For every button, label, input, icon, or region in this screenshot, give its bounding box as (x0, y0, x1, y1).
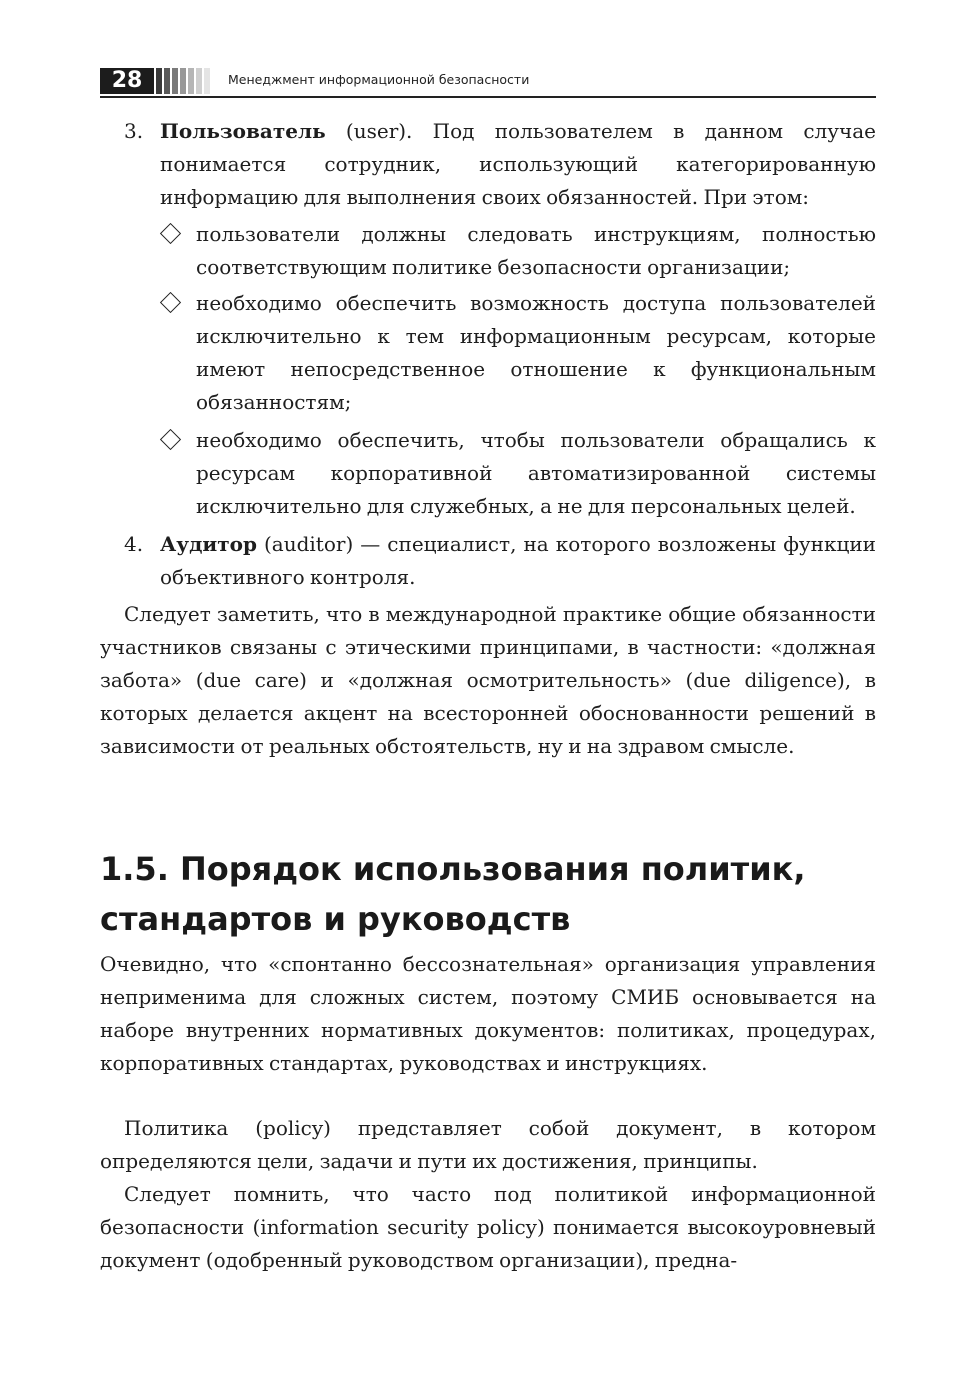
header-bar (164, 68, 170, 94)
header-bar (204, 68, 210, 94)
bullet-item: необходимо обеспечить, чтобы пользователи обращались к ресурсам корпоративной автоматизированной системы исключительно для служебных, а не для персональных целей. (196, 428, 876, 518)
header-bar (156, 68, 162, 94)
diamond-bullet-icon (160, 292, 181, 313)
header-bar (188, 68, 194, 94)
list-item-user (160, 115, 876, 214)
section-heading (100, 844, 876, 944)
paragraph: Политика (policy) представляет собой документ, в котором определяются цели, задачи и пути их достижения, принципы. (100, 1116, 876, 1173)
header-gradient-bars (156, 68, 212, 94)
running-title: Менеджмент информационной безопасности (228, 72, 530, 87)
list-item-auditor (160, 528, 876, 594)
bullet-item: пользователи должны следовать инструкциям, полностью соответствующим политике безопасности организации; (196, 222, 876, 279)
diamond-bullet-icon (160, 429, 181, 450)
diamond-bullet-icon (160, 223, 181, 244)
header-bar (180, 68, 186, 94)
paragraph: Следует помнить, что часто под политикой информационной безопасности (information security policy) понимается высокоуровневый документ (одобренный руководством организации), предна- (100, 1182, 876, 1272)
header-bar (172, 68, 178, 94)
list-item-user-text: (user). Под пользователем в данном случае понимается сотрудник, использующий категорированную информацию для выполнения своих обязанностей. При этом: (160, 119, 876, 209)
section-heading-line: стандартов и руководств (100, 900, 571, 938)
list-number-4: 4. (124, 532, 144, 556)
header-bar (196, 68, 202, 94)
list-number-3: 3. (124, 119, 144, 143)
list-item-auditor-text: (auditor) — специалист, на которого возложены функции объективного контроля. (160, 532, 876, 589)
section-heading-line: 1.5. Порядок использования политик, (100, 850, 806, 888)
paragraph: Следует заметить, что в международной практике общие обязанности участников связаны с этическими принципами, в частности: «должная забота» (due care) и «должная осмотрительность» (due diligence), в которых делается акцент на всесторонней обоснованности решений в зависимости от реальных обстоятельств, ну и на здравом смысле. (100, 602, 876, 758)
term-user: Пользователь (160, 119, 326, 143)
bullet-item: необходимо обеспечить возможность доступа пользователей исключительно к тем информационным ресурсам, которые имеют непосредственное отношение к функциональным обязанностям; (196, 291, 876, 414)
paragraph: Очевидно, что «спонтанно бессознательная» организация управления неприменима для сложных систем, поэтому СМИБ основывается на наборе внутренних нормативных документов: политиках, процедурах, корпоративных стандартах, руководствах и инструкциях. (100, 952, 876, 1075)
page-number: 28 (100, 68, 154, 94)
running-header (100, 66, 876, 98)
term-auditor: Аудитор (160, 532, 257, 556)
